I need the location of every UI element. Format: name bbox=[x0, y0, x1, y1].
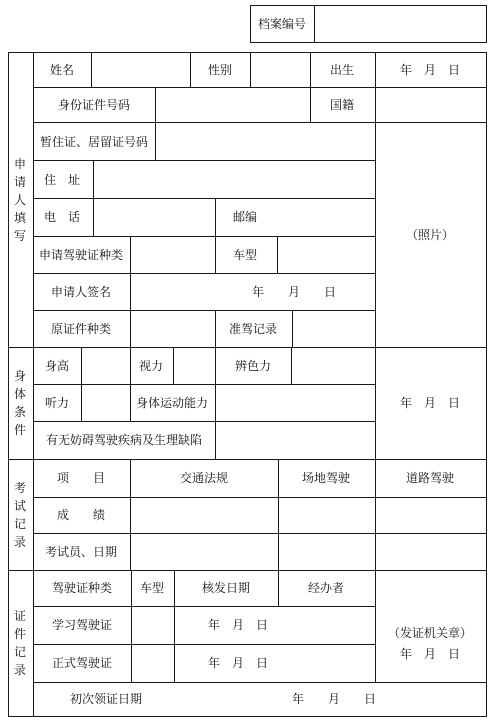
birth-label: 出生 bbox=[329, 63, 355, 77]
motor-label: 身体运动能力 bbox=[135, 396, 209, 410]
archive-number-field[interactable] bbox=[315, 6, 485, 42]
permitted-record-field[interactable] bbox=[293, 311, 375, 347]
issuing-authority-seal: （发证机关章） bbox=[387, 626, 473, 640]
first-license-date-field[interactable]: 年 月 日 bbox=[291, 692, 377, 706]
first-license-date-label: 初次领证日期 bbox=[69, 692, 143, 706]
gender-label: 性别 bbox=[207, 63, 233, 77]
id-number-label: 身份证件号码 bbox=[57, 98, 131, 112]
address-label: 住 址 bbox=[43, 173, 81, 187]
signature-label: 申请人签名 bbox=[50, 285, 112, 299]
record-vehicle-header: 车型 bbox=[139, 581, 165, 595]
postcode-label: 邮编 bbox=[232, 210, 258, 224]
record-license-type-header: 驾驶证种类 bbox=[51, 581, 113, 595]
score-traffic-field[interactable] bbox=[131, 498, 278, 533]
original-license-label: 原证件种类 bbox=[50, 322, 112, 336]
score-field-field[interactable] bbox=[279, 498, 375, 533]
nationality-label: 国籍 bbox=[329, 98, 355, 112]
record-issue-date-header: 核发日期 bbox=[201, 581, 251, 595]
signature-date-field[interactable]: 年 月 日 bbox=[251, 285, 337, 299]
gender-field[interactable] bbox=[251, 53, 310, 87]
color-label: 辨色力 bbox=[234, 359, 272, 373]
exam-road-header: 道路驾驶 bbox=[405, 471, 455, 485]
phone-field[interactable] bbox=[94, 199, 215, 236]
postcode-field[interactable] bbox=[277, 199, 375, 236]
examiner-road-field[interactable] bbox=[376, 534, 486, 570]
exam-traffic-header: 交通法规 bbox=[179, 471, 229, 485]
disease-label: 有无妨碍驾驶疾病及生理缺陷 bbox=[45, 433, 203, 447]
motor-field[interactable] bbox=[216, 385, 375, 421]
disease-field[interactable] bbox=[216, 422, 375, 459]
section-exam: 考试记录 bbox=[13, 481, 26, 549]
record-handler-header: 经办者 bbox=[307, 581, 345, 595]
photo-placeholder[interactable]: （照片） bbox=[405, 228, 455, 242]
formal-vehicle-field[interactable] bbox=[132, 645, 174, 682]
learner-license-label: 学习驾驶证 bbox=[51, 618, 113, 632]
birth-date-field[interactable]: 年 月 日 bbox=[399, 63, 461, 77]
section-license-record: 证件记录 bbox=[13, 609, 26, 677]
height-field[interactable] bbox=[82, 348, 130, 384]
vehicle-type-field[interactable] bbox=[278, 237, 375, 273]
phone-label: 电 话 bbox=[43, 210, 81, 224]
vehicle-type-label: 车型 bbox=[232, 248, 258, 262]
formal-license-label: 正式驾驶证 bbox=[51, 656, 113, 670]
nationality-field[interactable] bbox=[376, 88, 486, 122]
learner-date-field[interactable]: 年 月 日 bbox=[207, 618, 269, 632]
learner-vehicle-field[interactable] bbox=[132, 607, 174, 644]
original-license-field[interactable] bbox=[131, 311, 215, 347]
name-label: 姓名 bbox=[49, 63, 75, 77]
vision-field[interactable] bbox=[174, 348, 215, 384]
residence-permit-field[interactable] bbox=[156, 123, 375, 160]
archive-number-label: 档案编号 bbox=[257, 17, 307, 31]
seal-date-field[interactable]: 年 月 日 bbox=[399, 647, 461, 661]
physical-date-field[interactable]: 年 月 日 bbox=[399, 396, 461, 410]
score-label: 成 绩 bbox=[56, 508, 106, 522]
residence-permit-label: 暂住证、居留证号码 bbox=[39, 135, 149, 149]
license-type-field[interactable] bbox=[131, 237, 215, 273]
id-number-field[interactable] bbox=[156, 88, 310, 122]
permitted-record-label: 准驾记录 bbox=[228, 322, 278, 336]
height-label: 身高 bbox=[44, 359, 70, 373]
hearing-label: 听力 bbox=[44, 396, 70, 410]
examiner-label: 考试员、日期 bbox=[44, 545, 118, 559]
vision-label: 视力 bbox=[138, 359, 164, 373]
license-type-label: 申请驾驶证种类 bbox=[38, 248, 124, 262]
name-field[interactable] bbox=[92, 53, 190, 87]
exam-field-header: 场地驾驶 bbox=[301, 471, 351, 485]
color-field[interactable] bbox=[292, 348, 375, 384]
hearing-field[interactable] bbox=[82, 385, 130, 421]
examiner-field-field[interactable] bbox=[279, 534, 375, 570]
section-physical: 身体条件 bbox=[13, 369, 26, 437]
address-field[interactable] bbox=[94, 161, 375, 198]
exam-item-header: 项 目 bbox=[56, 471, 106, 485]
section-applicant: 申请人填写 bbox=[13, 157, 26, 243]
examiner-traffic-field[interactable] bbox=[131, 534, 278, 570]
formal-date-field[interactable]: 年 月 日 bbox=[207, 656, 269, 670]
score-road-field[interactable] bbox=[376, 498, 486, 533]
